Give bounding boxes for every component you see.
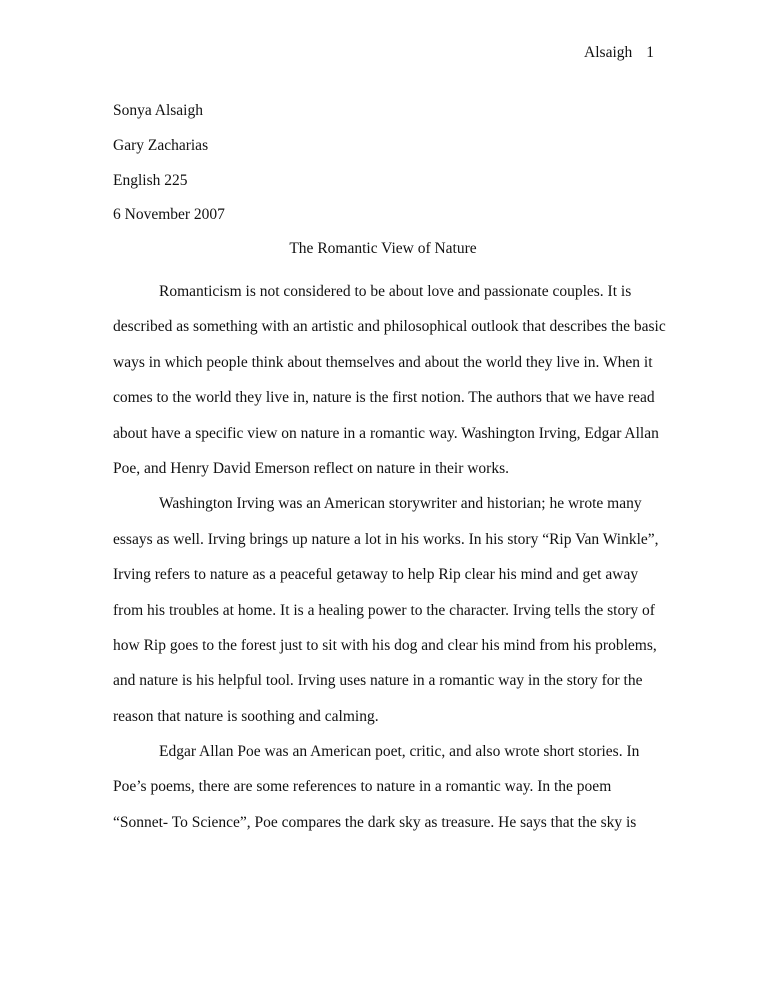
text-line: Irving refers to nature as a peaceful getaway to help Rip clear his mind and get away — [113, 566, 639, 584]
text-line: Poe’s poems, there are some references to nature in a romantic way. In the poem — [113, 778, 612, 796]
paragraph — [113, 734, 653, 840]
text-line: comes to the world they live in, nature is the first notion. The authors that we have read — [113, 389, 655, 407]
text-line: from his troubles at home. It is a healing power to the character. Irving tells the story of — [113, 601, 655, 619]
text-line: essays as well. Irving brings up nature a lot in his works. In his story “Rip Van Winkle”, — [113, 530, 659, 548]
text-line: Romanticism is not considered to be about love and passionate couples. It is — [159, 283, 632, 300]
student-name: Sonya Alsaigh — [113, 102, 203, 119]
essay-title: The Romantic View of Nature — [289, 240, 477, 257]
essay-date: 6 November 2007 — [113, 206, 225, 223]
text-line: Poe, and Henry David Emerson reflect on nature in their works. — [113, 459, 509, 477]
running-header — [584, 44, 654, 62]
text-line: “Sonnet- To Science”, Poe compares the dark sky as treasure. He says that the sky is — [113, 813, 637, 831]
text-line: ways in which people think about themselves and about the world they live in. When it — [113, 353, 653, 371]
text-line: about have a specific view on nature in a romantic way. Washington Irving, Edgar Allan — [113, 424, 659, 442]
paragraph — [113, 274, 666, 486]
essay-body — [113, 274, 666, 840]
text-line: how Rip goes to the forest just to sit with his dog and clear his mind from his problems, — [113, 636, 657, 654]
paragraph — [113, 486, 659, 734]
text-line: described as something with an artistic and philosophical outlook that describes the basic — [113, 318, 666, 336]
text-line: Edgar Allan Poe was an American poet, critic, and also wrote short stories. In — [159, 743, 640, 761]
instructor-name: Gary Zacharias — [113, 137, 209, 154]
text-line: Washington Irving was an American storywriter and historian; he wrote many — [159, 495, 642, 513]
header-surname: Alsaigh — [584, 44, 633, 61]
text-line: reason that nature is soothing and calming. — [113, 707, 379, 725]
text-line: and nature is his helpful tool. Irving uses nature in a romantic way in the story for the — [113, 672, 643, 690]
page-number: 1 — [646, 44, 654, 61]
course-name: English 225 — [113, 172, 188, 189]
